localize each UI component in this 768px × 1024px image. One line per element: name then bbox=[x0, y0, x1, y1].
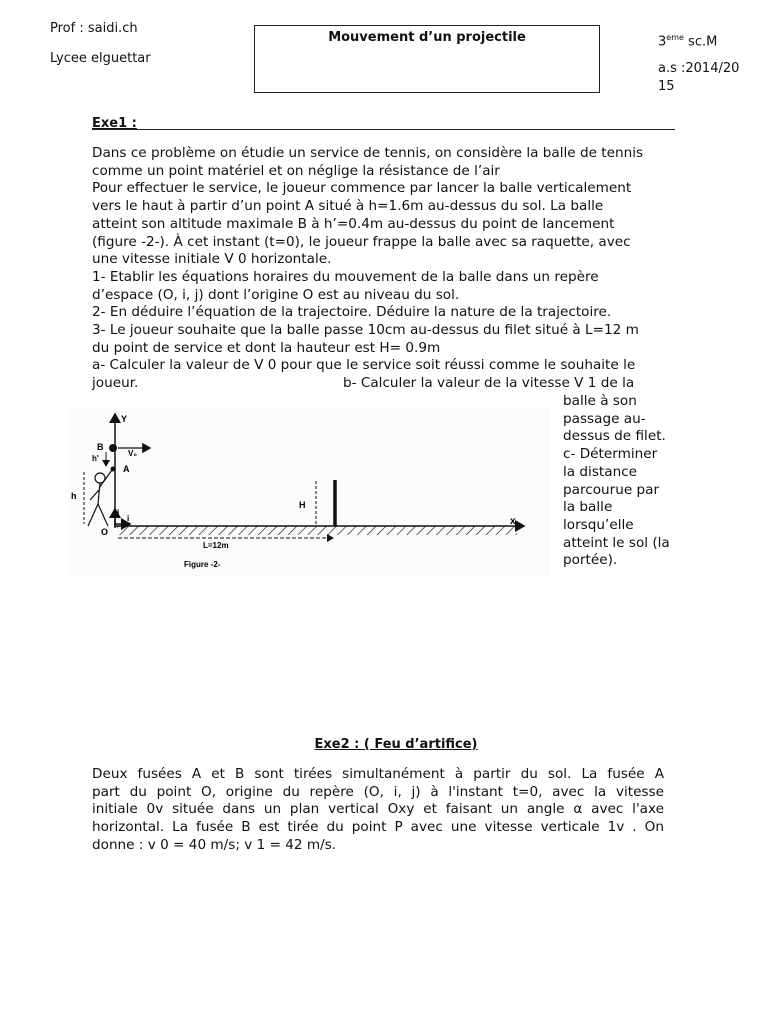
figure-2 bbox=[68, 408, 550, 576]
ex2-body bbox=[92, 766, 664, 855]
school-year bbox=[658, 60, 739, 96]
ground-hatch bbox=[117, 526, 517, 535]
class-level bbox=[658, 29, 717, 51]
ex1-line: (figure -2-). À cet instant (t=0), le joueur frappe la balle avec sa raquette, avec bbox=[92, 233, 631, 250]
ex1-side-line: la distance bbox=[563, 463, 638, 480]
ex2-heading-wrap bbox=[0, 737, 768, 752]
ex1-side-line: dessus de filet. bbox=[563, 428, 666, 445]
page-title: Mouvement d’un projectile bbox=[328, 30, 526, 45]
ex2-line: Deux fusées A et B sont tirées simultanément à partir du sol. La fusée A bbox=[92, 766, 664, 782]
ex1-side-line: la balle bbox=[563, 499, 613, 516]
ex1-side-line: atteint le sol (la bbox=[563, 534, 670, 551]
y-label: Y bbox=[121, 414, 128, 424]
ex1-side-line: portée). bbox=[563, 552, 618, 569]
big-h-label: H bbox=[299, 500, 306, 510]
i-label: i bbox=[127, 514, 130, 523]
ex1-line: 2- En déduire l’équation de la trajectoire. Déduire la nature de la trajectoire. bbox=[92, 304, 612, 321]
a-label: A bbox=[123, 464, 130, 474]
figure-2-diagram bbox=[68, 408, 550, 576]
school-name: Lycee elguettar bbox=[50, 51, 151, 66]
ex1-side-line: parcourue par bbox=[563, 481, 660, 498]
player-figure bbox=[88, 470, 112, 526]
ex2-line: horizontal. La fusée B est tirée du point P avec une vitesse verticale 1v . On bbox=[92, 819, 664, 836]
v0-label: V₀ bbox=[128, 449, 137, 458]
ex2-line-last: donne : v 0 = 40 m/s; v 1 = 42 m/s. bbox=[92, 836, 337, 853]
ex1-line-joueur: joueur. bbox=[92, 375, 139, 391]
title-box bbox=[254, 25, 600, 93]
figure-caption: Figure -2- bbox=[184, 560, 221, 569]
ex1-side-line: balle à son bbox=[563, 393, 637, 409]
x-label: x bbox=[510, 516, 516, 527]
class-sup: eme bbox=[666, 33, 684, 42]
h-prime-label: h' bbox=[92, 454, 99, 463]
h-label: h bbox=[71, 491, 77, 501]
ex1-line: Dans ce problème on étudie un service de tennis, on considère la balle de tennis bbox=[92, 145, 644, 161]
school-year-line2: 15 bbox=[658, 79, 675, 94]
j-label: j bbox=[117, 508, 120, 517]
ex1-line: Pour effectuer le service, le joueur commence par lancer la balle verticalement bbox=[92, 180, 632, 197]
ex1-line: atteint son altitude maximale B à h’=0.4m au-dessus du point de lancement bbox=[92, 215, 615, 232]
school-year-line1: a.s :2014/20 bbox=[658, 61, 740, 76]
ex1-line: vers le haut à partir d’un point A situé à h=1.6m au-dessus du sol. La balle bbox=[92, 198, 604, 215]
ex1-body bbox=[92, 145, 676, 375]
class-prefix: 3 bbox=[658, 34, 667, 50]
ex1-heading: Exe1 : bbox=[92, 116, 137, 131]
ex1-side-line: lorsqu’elle bbox=[563, 516, 634, 533]
ex2-heading: Exe2 : ( Feu d’artifice) bbox=[314, 737, 478, 752]
ex1-line: a- Calculer la valeur de V 0 pour que le service soit réussi comme le souhaite le bbox=[92, 357, 636, 374]
class-suffix: sc.M bbox=[683, 34, 718, 50]
ex2-line: initiale 0v située dans un plan vertical Oxy et faisant un angle α avec l'axe bbox=[92, 801, 664, 818]
ex2-line: part du point O, origine du repère (O, i, j) à l'instant t=0, avec la vitesse bbox=[92, 783, 664, 800]
b-label: B bbox=[97, 442, 104, 452]
ex1-line: 3- Le joueur souhaite que la balle passe 10cm au-dessus du filet situé à L=12 m bbox=[92, 322, 639, 339]
ball-b bbox=[109, 444, 117, 452]
l-label: L=12m bbox=[203, 541, 229, 550]
ex1-line: une vitesse initiale V 0 horizontale. bbox=[92, 251, 332, 268]
ex1-line: du point de service et dont la hauteur est H= 0.9m bbox=[92, 339, 441, 356]
ex1-side-line: c- Déterminer bbox=[563, 446, 658, 463]
o-label: O bbox=[101, 527, 109, 537]
author-name: Prof : saidi.ch bbox=[50, 21, 138, 36]
ex1-line-b: b- Calculer la valeur de la vitesse V 1 de la bbox=[343, 375, 635, 391]
ex1-heading-rule bbox=[92, 129, 675, 130]
ex1-line: comme un point matériel et on néglige la résistance de l’air bbox=[92, 162, 500, 179]
ex1-side-line: passage au- bbox=[563, 410, 646, 427]
ex1-side-column bbox=[563, 393, 678, 570]
ex1-line: d’espace (O, i, j) dont l’origine O est au niveau du sol. bbox=[92, 286, 460, 303]
ex1-line: 1- Etablir les équations horaires du mouvement de la balle dans un repère bbox=[92, 268, 599, 285]
